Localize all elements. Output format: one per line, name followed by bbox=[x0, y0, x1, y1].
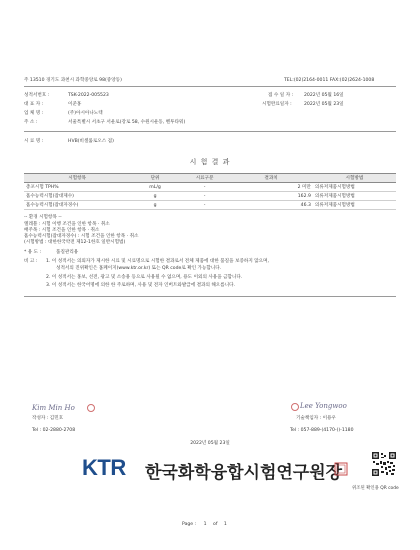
cell-method: 의류저제품시험방법 bbox=[313, 201, 396, 210]
received-date: 2022년 05월 16일 bbox=[304, 93, 344, 98]
address-label: 주 소 : bbox=[24, 120, 38, 125]
issue-date: 2022년 05월 23일 bbox=[190, 441, 230, 446]
col-header-unit: 단위 bbox=[130, 174, 180, 183]
approver-tel: Tel : 057-889-(4170-()-1180 bbox=[290, 428, 354, 433]
env-line: 엘레블 : 시험 이행 조건을 인한 항목 · 취소 bbox=[24, 222, 110, 227]
cell-unit: g bbox=[130, 192, 180, 201]
company-name: (주)아시아나노텍 bbox=[68, 111, 103, 116]
writer-role: 작성자 : 김민호 bbox=[32, 416, 64, 421]
report-no-label: 성적서번호 : bbox=[24, 93, 50, 98]
official-seal-icon bbox=[334, 462, 348, 476]
writer-signature: Kim Min Ho bbox=[32, 404, 75, 412]
cell-unit: mL/g bbox=[130, 183, 180, 192]
period-date: 2022년 05월 23일 bbox=[304, 102, 344, 107]
qr-caption: 위조된 확인용 QR code bbox=[352, 486, 399, 491]
env-title: -- 환경 시험항목 -- bbox=[24, 215, 62, 220]
address: 서울특별시 서초구 서운로(강로 58, 수원시운동, 벤투타워) bbox=[68, 120, 186, 125]
writer-tel: Tel : 02-2880-2708 bbox=[32, 428, 76, 433]
remark-line: 1. 이 성적서는 의뢰자가 제시한 시료 및 시료명으로 시험한 결과로서 전체 제품에 대한 품질을 보증하지 않으며, bbox=[46, 259, 270, 264]
ktr-logo: KTR bbox=[82, 455, 126, 480]
approver-seal-icon bbox=[291, 403, 299, 411]
env-line: 배주목 : 시험 조건을 인한 항목 · 취소 bbox=[24, 228, 100, 233]
col-header-method: 시험방법 bbox=[313, 174, 396, 183]
env-line: (시험방법 : 대한한국약전 제12-1한호 일반시험법) bbox=[24, 240, 126, 245]
table-row bbox=[24, 201, 396, 210]
rep-name: 이준홍 bbox=[68, 102, 82, 107]
sample-label: 시 료 명 : bbox=[24, 139, 44, 144]
col-header-sample: 시료구분 bbox=[180, 174, 229, 183]
results-table bbox=[24, 173, 396, 210]
report-no: TSK-2022-005523 bbox=[68, 93, 109, 98]
col-header-item: 시험항목 bbox=[24, 174, 130, 183]
period-label: 시험완료일자 : bbox=[262, 102, 292, 107]
cell-method: 의류저제품시험방법 bbox=[313, 192, 396, 201]
cell-item: 총포시험 TPH% bbox=[24, 183, 130, 192]
cell-result: 162.9 bbox=[229, 192, 313, 201]
rep-label: 대 표 자 : bbox=[24, 102, 44, 107]
results-title: 시 험 결 과 bbox=[189, 158, 231, 166]
cell-result: 2 미만 bbox=[229, 183, 313, 192]
cell-item: 흡수능력시험(잡대제수) bbox=[24, 192, 130, 201]
page-of: of bbox=[213, 522, 218, 527]
page-indicator bbox=[182, 522, 227, 528]
cell-method: 의류저제품시험방법 bbox=[313, 183, 396, 192]
approver-signature: Lee Yongwoo bbox=[300, 402, 347, 410]
notes-divider bbox=[24, 296, 396, 297]
remark-line: 3. 이 성적서는 한국어명에 의한 한 주로하며, 사용 및 전자 인버트와발급에 결과의 해오릅니다. bbox=[46, 283, 236, 288]
company-label: 업 체 명 : bbox=[24, 111, 44, 116]
qr-code-icon[interactable] bbox=[372, 452, 396, 476]
table-row bbox=[24, 183, 396, 192]
env-line: 흡수능력시험(잡대자경수) : 시험 조건을 인한 항목 · 취소 bbox=[24, 234, 139, 239]
page-total: 1 bbox=[223, 522, 227, 527]
org-name: 한국화학융합시험연구원장 bbox=[145, 463, 343, 482]
use-value: 품질관리용 bbox=[56, 250, 79, 255]
cell-sample: - bbox=[180, 192, 229, 201]
page-current: 1 bbox=[203, 522, 207, 527]
page-label: Page : bbox=[182, 522, 197, 527]
cell-item: 흡수능력시험(잡대자경수) bbox=[24, 201, 130, 210]
cell-sample: - bbox=[180, 201, 229, 210]
remark-line: 성적서의 진위확인은 홈페이지(www.ktr.or.kr) 또는 QR code로 확인 가능합니다. bbox=[56, 266, 222, 271]
col-header-result: 결과치 bbox=[229, 174, 313, 183]
table-row bbox=[24, 192, 396, 201]
cell-sample: - bbox=[180, 183, 229, 192]
header-divider bbox=[24, 86, 396, 87]
tel-fax-line: TEL:(02)2164-0011 FAX:(02)2624-1008 bbox=[284, 78, 375, 83]
approver-role: 기술책임자 : 이용우 bbox=[296, 416, 336, 421]
results-header-row bbox=[24, 174, 396, 183]
received-label: 접 수 일 자 : bbox=[268, 93, 294, 98]
sample-name: HVB(비셀룰로오스 겸) bbox=[68, 139, 114, 144]
remark-line: 2. 이 성적서는 홍보, 선전, 광고 및 소송용 등으로 사용될 수 없으며, 용도 이외의 사용을 금합니다. bbox=[46, 275, 243, 280]
org-address-line: 주 13510 경기도 과천시 과학중앙로 98(중앙동) bbox=[24, 78, 122, 83]
cell-unit: g bbox=[130, 201, 180, 210]
remark-label: 비 고 : bbox=[24, 259, 38, 264]
cell-result: 46.3 bbox=[229, 201, 313, 210]
writer-seal-icon bbox=[87, 404, 95, 412]
use-label: * 용 도 : bbox=[24, 250, 42, 255]
info-divider bbox=[24, 131, 396, 132]
